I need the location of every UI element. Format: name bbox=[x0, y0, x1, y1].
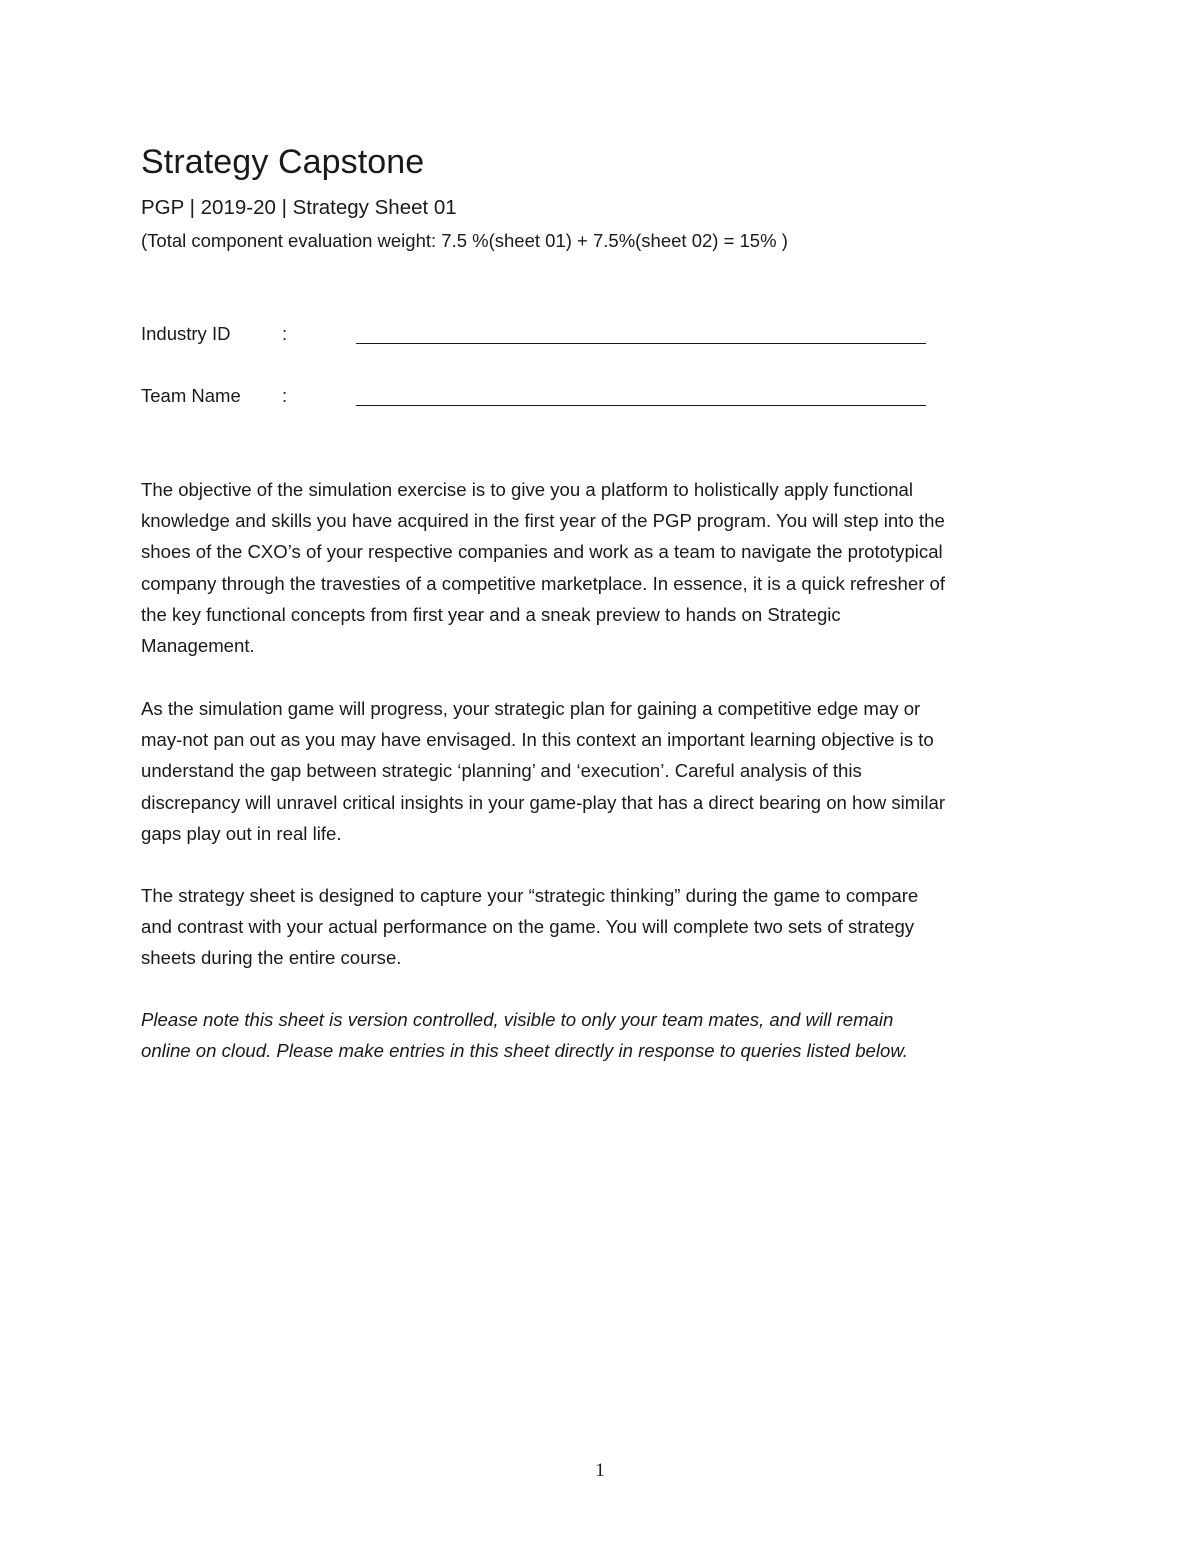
paragraph-line: As the simulation game will progress, your strategic plan for gaining a competitive edge may or bbox=[141, 698, 921, 719]
paragraph-line: Please note this sheet is version controlled, visible to only your team mates, and will remain bbox=[141, 1009, 894, 1030]
paragraph-line: shoes of the CXO’s of your respective companies and work as a team to navigate the prototypical bbox=[141, 541, 943, 563]
paragraph-line: discrepancy will unravel critical insights in your game-play that has a direct bearing on how similar bbox=[141, 791, 946, 813]
paragraph-line: The strategy sheet is designed to capture your “strategic thinking” during the game to compare bbox=[141, 885, 919, 906]
team-name-field bbox=[141, 383, 931, 413]
planning-execution-paragraph bbox=[141, 693, 1061, 849]
page-number: 1 bbox=[595, 1460, 605, 1481]
team-name-label: Team Name bbox=[141, 385, 241, 406]
paragraph-line: the key functional concepts from first year and a sneak preview to hands on Strategic bbox=[141, 603, 841, 625]
industry-id-field bbox=[141, 321, 931, 351]
paragraph-line: may-not pan out as you may have envisaged. In this context an important learning objective is to bbox=[141, 729, 934, 751]
strategy-sheet-paragraph bbox=[141, 880, 1061, 974]
team-name-colon: : bbox=[282, 385, 288, 406]
paragraph-line: and contrast with your actual performance on the game. You will complete two sets of strategy bbox=[141, 916, 915, 938]
paragraph-line: Management. bbox=[141, 635, 255, 657]
paragraph-line: knowledge and skills you have acquired in the first year of the PGP program. You will step into the bbox=[141, 510, 945, 532]
paragraph-line: gaps play out in real life. bbox=[141, 822, 342, 844]
version-control-note bbox=[141, 1004, 1061, 1066]
paragraph-line: online on cloud. Please make entries in this sheet directly in response to queries listed below. bbox=[141, 1040, 908, 1062]
evaluation-weight-note: (Total component evaluation weight: 7.5 %(sheet 01) + 7.5%(sheet 02) = 15% ) bbox=[141, 230, 788, 251]
document-subtitle: PGP | 2019-20 | Strategy Sheet 01 bbox=[141, 196, 457, 219]
document-title: Strategy Capstone bbox=[141, 143, 425, 181]
industry-id-label: Industry ID bbox=[141, 323, 231, 344]
industry-id-blank-line[interactable] bbox=[356, 343, 926, 344]
objective-paragraph bbox=[141, 474, 1061, 661]
paragraph-line: understand the gap between strategic ‘planning’ and ‘execution’. Careful analysis of this bbox=[141, 760, 862, 782]
team-name-blank-line[interactable] bbox=[356, 405, 926, 406]
paragraph-line: company through the travesties of a competitive marketplace. In essence, it is a quick refresher of bbox=[141, 572, 946, 594]
paragraph-line: The objective of the simulation exercise is to give you a platform to holistically apply functional bbox=[141, 479, 914, 500]
industry-id-colon: : bbox=[282, 323, 288, 344]
paragraph-line: sheets during the entire course. bbox=[141, 947, 402, 969]
